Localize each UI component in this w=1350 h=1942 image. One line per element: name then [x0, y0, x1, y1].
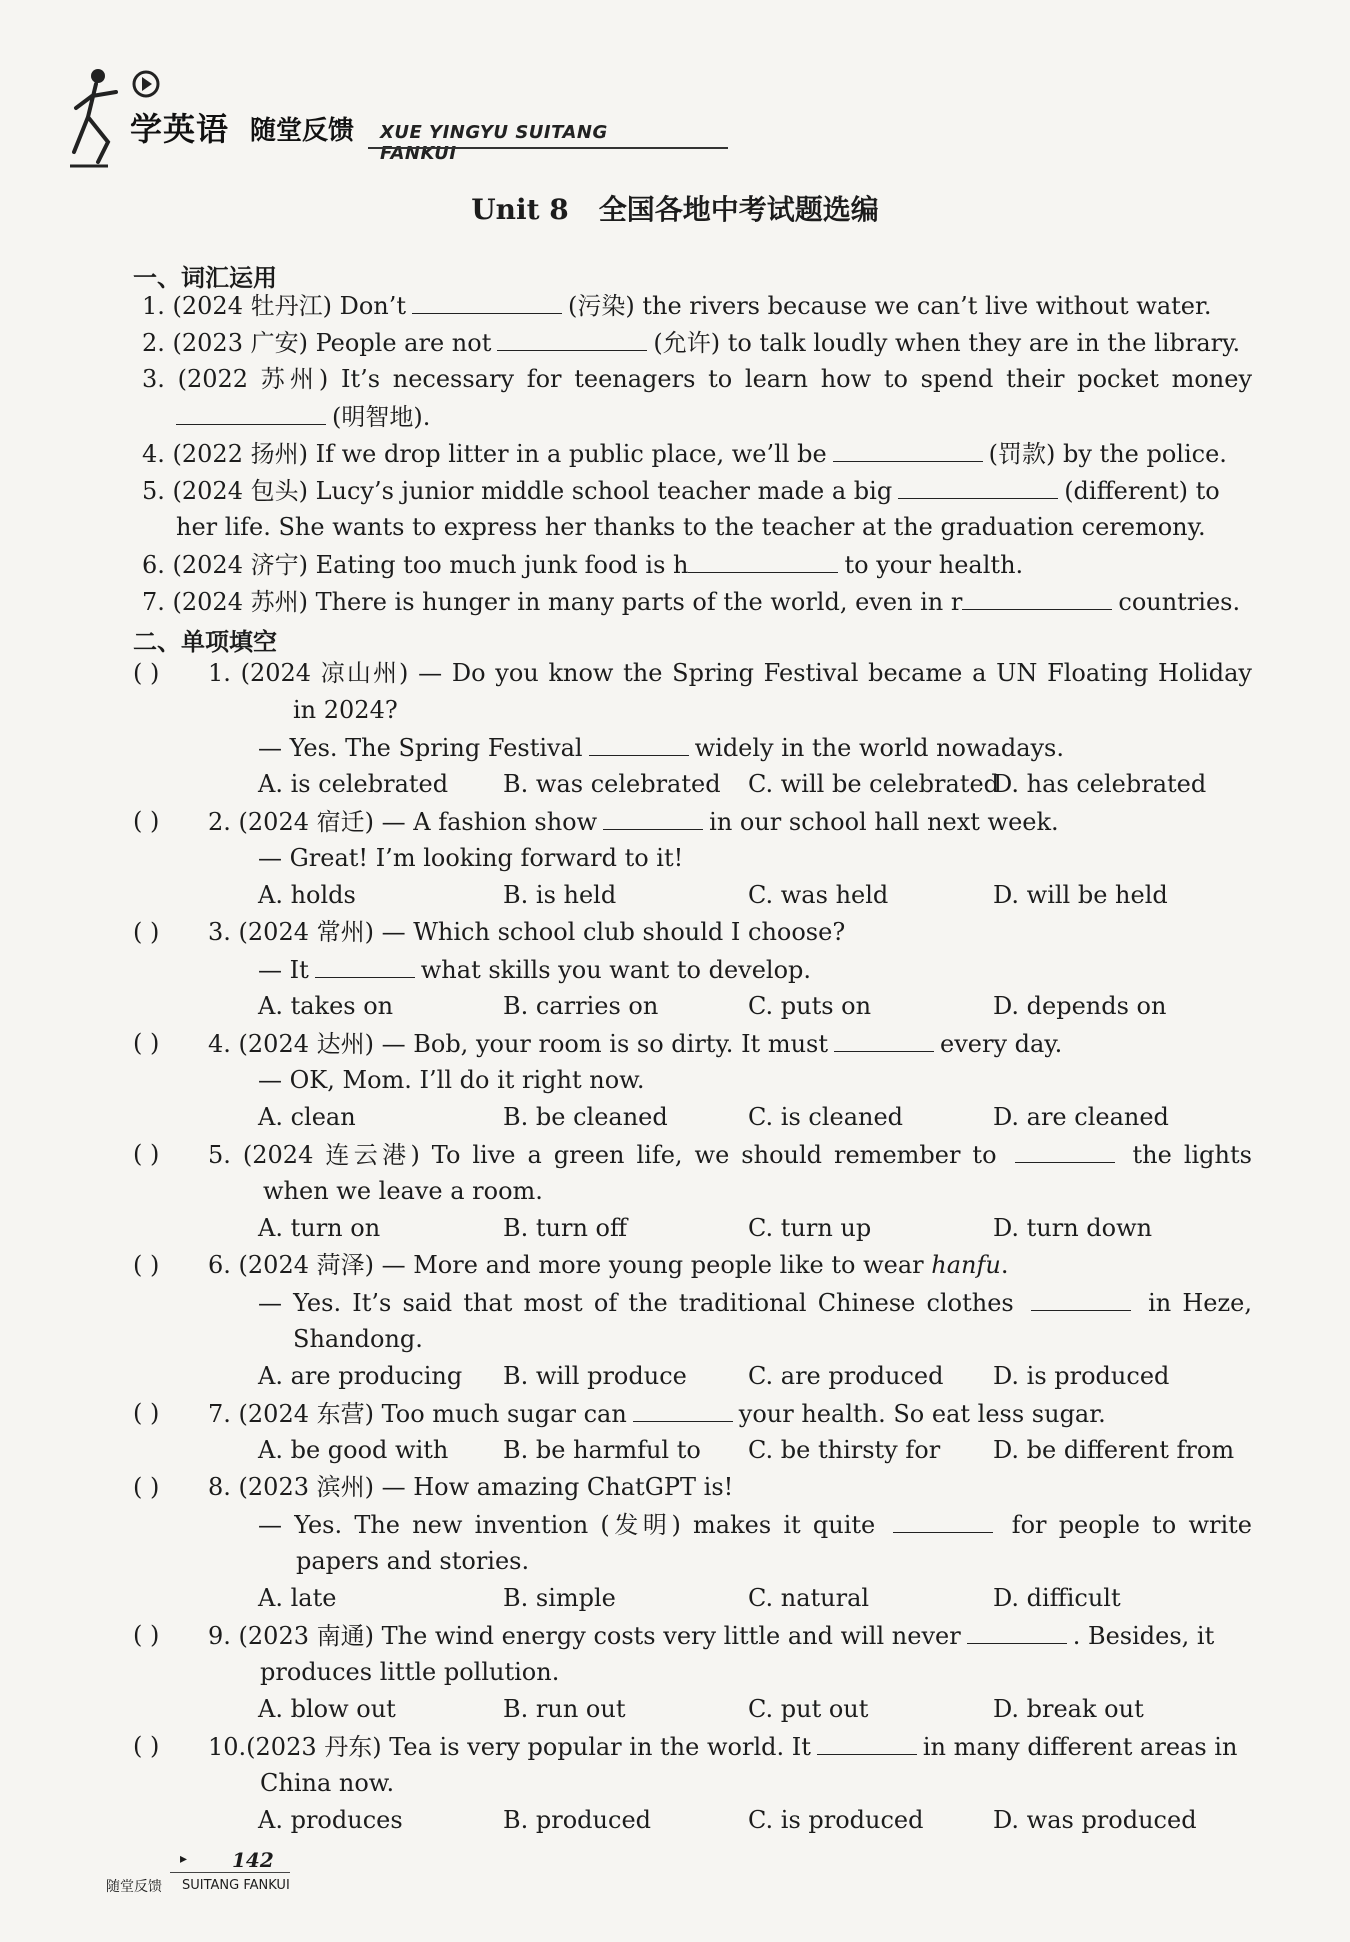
- option-b[interactable]: B. be harmful to: [503, 1436, 701, 1464]
- question-9: [208, 1617, 1252, 1654]
- vocab-item-6: [142, 546, 1252, 583]
- question-text: for people to write: [1011, 1511, 1252, 1539]
- question-7: [208, 1395, 1252, 1432]
- question-text: — Yes. It’s said that most of the traditional Chinese clothes: [258, 1289, 1014, 1317]
- vocab-item-text: 2. (2023 广安) People are not: [142, 329, 492, 357]
- question-text: (2023 滨州) — How amazing ChatGPT is!: [238, 1473, 734, 1501]
- question-text: (2024 东营) Too much sugar can: [238, 1400, 627, 1428]
- question-text: every day.: [940, 1030, 1063, 1058]
- header-logo: [68, 62, 668, 172]
- option-a[interactable]: A. turn on: [258, 1214, 381, 1242]
- section-single-choice-heading: 二、单项填空: [133, 628, 277, 656]
- question-1-reply: [258, 729, 1252, 766]
- option-b[interactable]: B. simple: [503, 1584, 616, 1612]
- vocab-item-text: 4. (2022 扬州) If we drop litter in a public place, we’ll be: [142, 440, 827, 468]
- option-d[interactable]: D. has celebrated: [993, 770, 1207, 798]
- vocab-item-text: countries.: [1118, 588, 1241, 616]
- footer-line: [170, 1872, 290, 1873]
- question-number: 10.: [208, 1733, 247, 1761]
- option-d[interactable]: D. depends on: [993, 992, 1167, 1020]
- question-text: (2024 达州) — Bob, your room is so dirty. It must: [238, 1030, 828, 1058]
- option-d[interactable]: D. be different from: [993, 1436, 1235, 1464]
- option-a[interactable]: A. holds: [258, 881, 356, 909]
- answer-paren[interactable]: ( ): [133, 1251, 160, 1279]
- vocab-item-text: 3. (2022 苏州) It’s necessary for teenagers to learn how to spend their pocket money: [142, 365, 1252, 393]
- answer-blank[interactable]: [589, 729, 689, 756]
- answer-blank[interactable]: [898, 472, 1058, 499]
- option-d[interactable]: D. is produced: [993, 1362, 1170, 1390]
- option-c[interactable]: C. are produced: [748, 1362, 944, 1390]
- answer-blank[interactable]: [176, 398, 326, 425]
- question-2-reply: — Great! I’m looking forward to it!: [258, 844, 684, 872]
- logo-underline: [368, 147, 728, 149]
- question-10-cont: China now.: [260, 1769, 395, 1797]
- question-text: widely in the world nowadays.: [694, 734, 1065, 762]
- option-c[interactable]: C. puts on: [748, 992, 872, 1020]
- vocab-item-text: 5. (2024 包头) Lucy’s junior middle school teacher made a big: [142, 477, 893, 505]
- question-3-reply: [258, 951, 1252, 988]
- page-number: 142: [232, 1848, 274, 1872]
- question-text: — Yes. The new invention (发明) makes it quite: [258, 1511, 876, 1539]
- question-text: (2024 菏泽) — More and more young people like to wear: [238, 1251, 924, 1279]
- question-number: 6.: [208, 1251, 231, 1279]
- question-4: [208, 1025, 1252, 1062]
- question-number: 8.: [208, 1473, 231, 1501]
- answer-blank[interactable]: [1031, 1284, 1131, 1311]
- vocab-item-text: (允许) to talk loudly when they are in the library.: [653, 329, 1241, 357]
- answer-blank[interactable]: [412, 287, 562, 314]
- question-6-reply: [258, 1284, 1252, 1321]
- option-c[interactable]: C. be thirsty for: [748, 1436, 941, 1464]
- question-number: 1.: [208, 659, 231, 687]
- option-a[interactable]: A. blow out: [258, 1695, 396, 1723]
- answer-blank[interactable]: [893, 1506, 993, 1533]
- vocab-item-text: her life. She wants to express her thanks to the teacher at the graduation ceremony.: [176, 513, 1206, 541]
- question-5-cont: when we leave a room.: [263, 1177, 543, 1205]
- vocab-item-text: 6. (2024 济宁) Eating too much junk food is h: [142, 551, 689, 579]
- option-c[interactable]: C. natural: [748, 1584, 870, 1612]
- option-c[interactable]: C. was held: [748, 881, 889, 909]
- answer-blank[interactable]: [817, 1728, 917, 1755]
- page-title: [0, 188, 1350, 228]
- question-8-cont: papers and stories.: [296, 1547, 530, 1575]
- answer-paren[interactable]: ( ): [133, 807, 160, 835]
- vocab-item-text: to your health.: [844, 551, 1024, 579]
- option-d[interactable]: D. break out: [993, 1695, 1144, 1723]
- answer-paren[interactable]: ( ): [133, 1399, 160, 1427]
- question-number: 2.: [208, 808, 231, 836]
- option-c[interactable]: C. will be celebrated: [748, 770, 1000, 798]
- question-8-reply: [258, 1506, 1252, 1543]
- question-9-cont: produces little pollution.: [260, 1658, 560, 1686]
- vocab-item-5: [142, 472, 1252, 509]
- answer-blank[interactable]: [315, 951, 415, 978]
- vocab-item-5-cont: [176, 509, 1252, 545]
- answer-paren[interactable]: ( ): [133, 659, 160, 687]
- vocab-item-3: [142, 361, 1252, 397]
- question-8: [208, 1469, 1252, 1505]
- option-a[interactable]: A. be good with: [258, 1436, 449, 1464]
- question-text: (2023 丹东) Tea is very popular in the world. It: [246, 1733, 811, 1761]
- option-a[interactable]: A. clean: [258, 1103, 356, 1131]
- question-number: 9.: [208, 1622, 231, 1650]
- vocab-item-text: (different) to: [1064, 477, 1220, 505]
- question-text: (2024 宿迁) — A fashion show: [238, 808, 598, 836]
- option-d[interactable]: D. turn down: [993, 1214, 1153, 1242]
- option-b[interactable]: B. be cleaned: [503, 1103, 668, 1131]
- logo-chinese-text: 学英语: [130, 110, 230, 148]
- answer-blank[interactable]: [834, 1025, 934, 1052]
- question-1-cont: in 2024?: [293, 696, 398, 724]
- answer-paren[interactable]: ( ): [133, 1029, 160, 1057]
- answer-blank[interactable]: [603, 803, 703, 830]
- option-a[interactable]: A. are producing: [258, 1362, 463, 1390]
- answer-blank[interactable]: [633, 1395, 733, 1422]
- vocab-item-2: [142, 324, 1252, 361]
- title-text: 全国各地中考试题选编: [598, 193, 879, 226]
- question-number: 4.: [208, 1030, 231, 1058]
- question-10: [208, 1728, 1252, 1765]
- answer-paren[interactable]: ( ): [133, 1621, 160, 1649]
- question-number: 5.: [208, 1141, 231, 1169]
- answer-paren[interactable]: ( ): [133, 1732, 160, 1760]
- option-b[interactable]: B. was celebrated: [503, 770, 721, 798]
- option-a[interactable]: A. takes on: [258, 992, 394, 1020]
- question-text: — Yes. The Spring Festival: [258, 734, 583, 762]
- question-text: in our school hall next week.: [709, 808, 1059, 836]
- unit-label: Unit 8: [471, 193, 569, 226]
- question-5: [208, 1136, 1252, 1173]
- answer-paren[interactable]: ( ): [133, 1140, 160, 1168]
- vocab-item-text: (罚款) by the police.: [988, 440, 1227, 468]
- question-text: (2024 凉山州) — Do you know the Spring Festival became a UN Floating Holiday: [240, 659, 1252, 687]
- question-text: what skills you want to develop.: [420, 956, 812, 984]
- logo-chinese-subtext: 随堂反馈: [250, 116, 355, 146]
- question-3: [208, 914, 1252, 950]
- page-arrow-icon: ▸: [180, 1851, 188, 1867]
- question-text: in Heze,: [1148, 1289, 1252, 1317]
- option-b[interactable]: B. will produce: [503, 1362, 687, 1390]
- answer-blank[interactable]: [962, 583, 1112, 610]
- option-b[interactable]: B. produced: [503, 1806, 652, 1834]
- answer-paren[interactable]: ( ): [133, 1473, 160, 1501]
- question-text: (2024 常州) — Which school club should I choose?: [238, 918, 846, 946]
- answer-blank[interactable]: [688, 546, 838, 573]
- question-6: [208, 1247, 1252, 1283]
- option-a[interactable]: A. produces: [258, 1806, 403, 1834]
- vocab-item-text: (明智地).: [332, 403, 431, 431]
- vocab-item-text: 7. (2024 苏州) There is hunger in many parts of the world, even in r: [142, 588, 963, 616]
- answer-blank[interactable]: [497, 324, 647, 351]
- footer-english-text: SUITANG FANKUI: [182, 1878, 290, 1893]
- option-a[interactable]: A. late: [258, 1584, 337, 1612]
- question-1: [208, 655, 1252, 691]
- option-c[interactable]: C. is produced: [748, 1806, 924, 1834]
- vocab-item-text: 1. (2024 牡丹江) Don’t: [142, 292, 407, 320]
- option-d[interactable]: D. are cleaned: [993, 1103, 1169, 1131]
- section-vocabulary-heading: 一、词汇运用: [133, 264, 277, 292]
- question-6-cont: Shandong.: [293, 1325, 423, 1353]
- vocab-item-text: (污染) the rivers because we can’t live without water.: [568, 292, 1212, 320]
- question-text: — It: [258, 956, 309, 984]
- option-a[interactable]: A. is celebrated: [258, 770, 449, 798]
- question-number: 7.: [208, 1400, 231, 1428]
- option-b[interactable]: B. turn off: [503, 1214, 628, 1242]
- answer-blank[interactable]: [833, 435, 983, 462]
- option-d[interactable]: D. will be held: [993, 881, 1168, 909]
- italic-term: hanfu: [931, 1251, 1001, 1279]
- question-4-reply: — OK, Mom. I’ll do it right now.: [258, 1066, 645, 1094]
- question-text: . Besides, it: [1072, 1622, 1215, 1650]
- vocab-item-3-cont: [176, 398, 1252, 435]
- option-d[interactable]: D. was produced: [993, 1806, 1197, 1834]
- question-text: (2023 南通) The wind energy costs very little and will never: [238, 1622, 961, 1650]
- option-d[interactable]: D. difficult: [993, 1584, 1121, 1612]
- vocab-item-7: [142, 583, 1252, 620]
- option-c[interactable]: C. is cleaned: [748, 1103, 904, 1131]
- vocab-item-1: [142, 287, 1252, 324]
- vocab-item-4: [142, 435, 1252, 472]
- footer-chinese-text: 随堂反馈: [106, 1879, 162, 1895]
- answer-paren[interactable]: ( ): [133, 918, 160, 946]
- option-b[interactable]: B. run out: [503, 1695, 626, 1723]
- question-text: .: [1000, 1251, 1009, 1279]
- option-b[interactable]: B. carries on: [503, 992, 659, 1020]
- option-c[interactable]: C. turn up: [748, 1214, 872, 1242]
- question-text: (2024 连云港) To live a green life, we should remember to: [242, 1141, 997, 1169]
- question-text: in many different areas in: [922, 1733, 1238, 1761]
- answer-blank[interactable]: [1015, 1136, 1115, 1163]
- question-2: [208, 803, 1252, 840]
- option-c[interactable]: C. put out: [748, 1695, 869, 1723]
- question-text: the lights: [1132, 1141, 1252, 1169]
- question-text: your health. So eat less sugar.: [738, 1400, 1106, 1428]
- logo-english-text: XUE YINGYU SUITANG FANKUI: [380, 122, 608, 164]
- answer-blank[interactable]: [967, 1617, 1067, 1644]
- question-number: 3.: [208, 918, 231, 946]
- option-b[interactable]: B. is held: [503, 881, 617, 909]
